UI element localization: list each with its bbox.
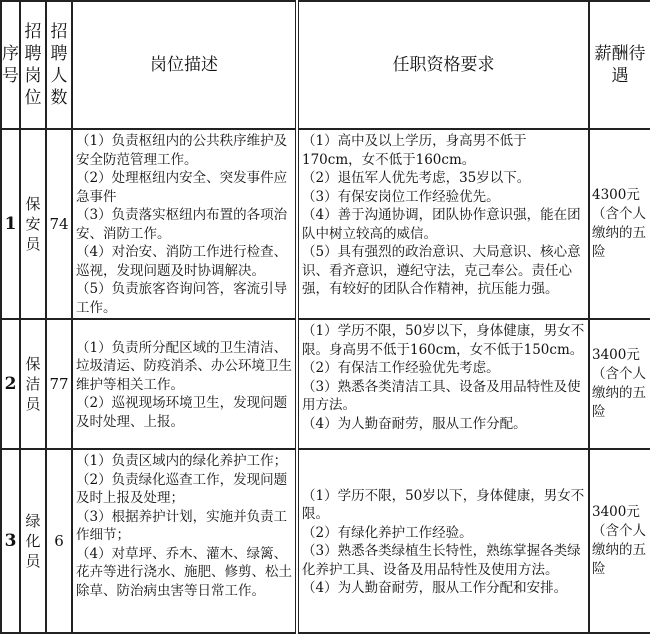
header-count: 招聘人数 (46, 1, 72, 129)
salary: 3400元（含个人缴纳的五险 (589, 319, 650, 449)
description-item: （4）对草坪、乔木、灌木、绿篱、花卉等进行浇水、施肥、修剪、松土除草、防治病虫害等日常工作。 (76, 545, 292, 599)
description-item: （1）负责枢纽内的公共秩序维护及安全防范管理工作。 (76, 133, 288, 168)
header-description: 岗位描述 (72, 1, 297, 129)
description-item: （3）根据养护计划，实施并负责工作细节； (76, 508, 288, 543)
job-description (72, 449, 297, 633)
description-item: （1）负责区域内的绿化养护工作； (76, 453, 288, 469)
description-item: （3）负责落实枢纽内布置的各项治安、消防工作。 (76, 207, 288, 242)
header-requirements: 任职资格要求 (297, 1, 589, 129)
table-row (1, 129, 650, 319)
table-row (1, 319, 650, 449)
requirement-item: （3）有保安岗位工作经验优先。 (302, 188, 500, 205)
requirement-item: （2）有绿化养护工作经验。 (302, 524, 473, 541)
header-no: 序号 (1, 1, 20, 129)
requirement-item: （3）熟悉各类清洁工具、设备及用品特性及使用方法。 (302, 378, 581, 413)
salary: 4300元（含个人缴纳的五险 (589, 129, 650, 319)
job-requirements (297, 129, 589, 319)
description-item: （5）负责旅客咨询问答，客流引导工作。 (76, 281, 288, 316)
requirement-item: （1）高中及以上学历，身高男不低于170cm，女不低于160cm。 (302, 133, 527, 168)
description-item: （2）巡视现场环境卫生，发现问题及时处理、上报。 (76, 395, 288, 430)
job-requirements (297, 319, 589, 449)
row-number: 2 (1, 319, 20, 449)
description-item: （2）处理枢纽内安全、突发事件应急事件 (76, 170, 288, 205)
requirement-item: （1）学历不限，50岁以下，身体健康，男女不限。身高男不低于160cm，女不低于150cm。 (302, 323, 585, 358)
row-number: 1 (1, 129, 20, 319)
header-position: 招聘岗位 (20, 1, 46, 129)
position-name: 保洁员 (20, 319, 46, 449)
requirement-item: （2）有保洁工作经验优先考虑。 (302, 360, 500, 376)
description-item: （2）负责绿化巡查工作，发现问题及时上报及处理； (76, 471, 288, 506)
position-name: 保安员 (20, 129, 46, 319)
description-item: （4）对治安、消防工作进行检查、巡视，发现问题及时协调解决。 (76, 244, 288, 279)
hire-count: 77 (46, 319, 72, 449)
salary: 3400元（含个人缴纳的五险 (589, 449, 650, 633)
description-item: （1）负责所分配区域的卫生清洁、垃圾清运、防疫消杀、办公环境卫生维护等相关工作。 (76, 339, 292, 393)
requirement-item: （4）善于沟通协调，团队协作意识强，能在团队中树立较高的威信。 (302, 207, 581, 242)
requirement-item: （5）具有强烈的政治意识、大局意识、核心意识、看齐意识，遵纪守法，克己奉公。责任心强，有较好的团队合作精神，抗压能力强。 (302, 244, 581, 297)
position-name: 绿化员 (20, 449, 46, 633)
table-row (1, 449, 650, 633)
header-row (1, 1, 650, 129)
requirement-item: （1）学历不限，50岁以下，身体健康，男女不限。 (302, 487, 585, 522)
requirement-item: （2）退伍军人优先考虑，35岁以下。 (302, 170, 531, 186)
job-requirements (297, 449, 589, 633)
job-description (72, 129, 297, 319)
hire-count: 74 (46, 129, 72, 319)
row-number: 3 (1, 449, 20, 633)
requirement-item: （4）为人勤奋耐劳，服从工作分配和安排。 (302, 580, 568, 596)
job-description (72, 319, 297, 449)
hire-count: 6 (46, 449, 72, 633)
header-salary: 薪酬待遇 (589, 1, 650, 129)
requirement-item: （4）为人勤奋耐劳，服从工作分配。 (302, 415, 527, 432)
requirement-item: （3）熟悉各类绿植生长特性，熟练掌握各类绿化养护工具、设备及用品特性及使用方法。 (302, 543, 581, 578)
